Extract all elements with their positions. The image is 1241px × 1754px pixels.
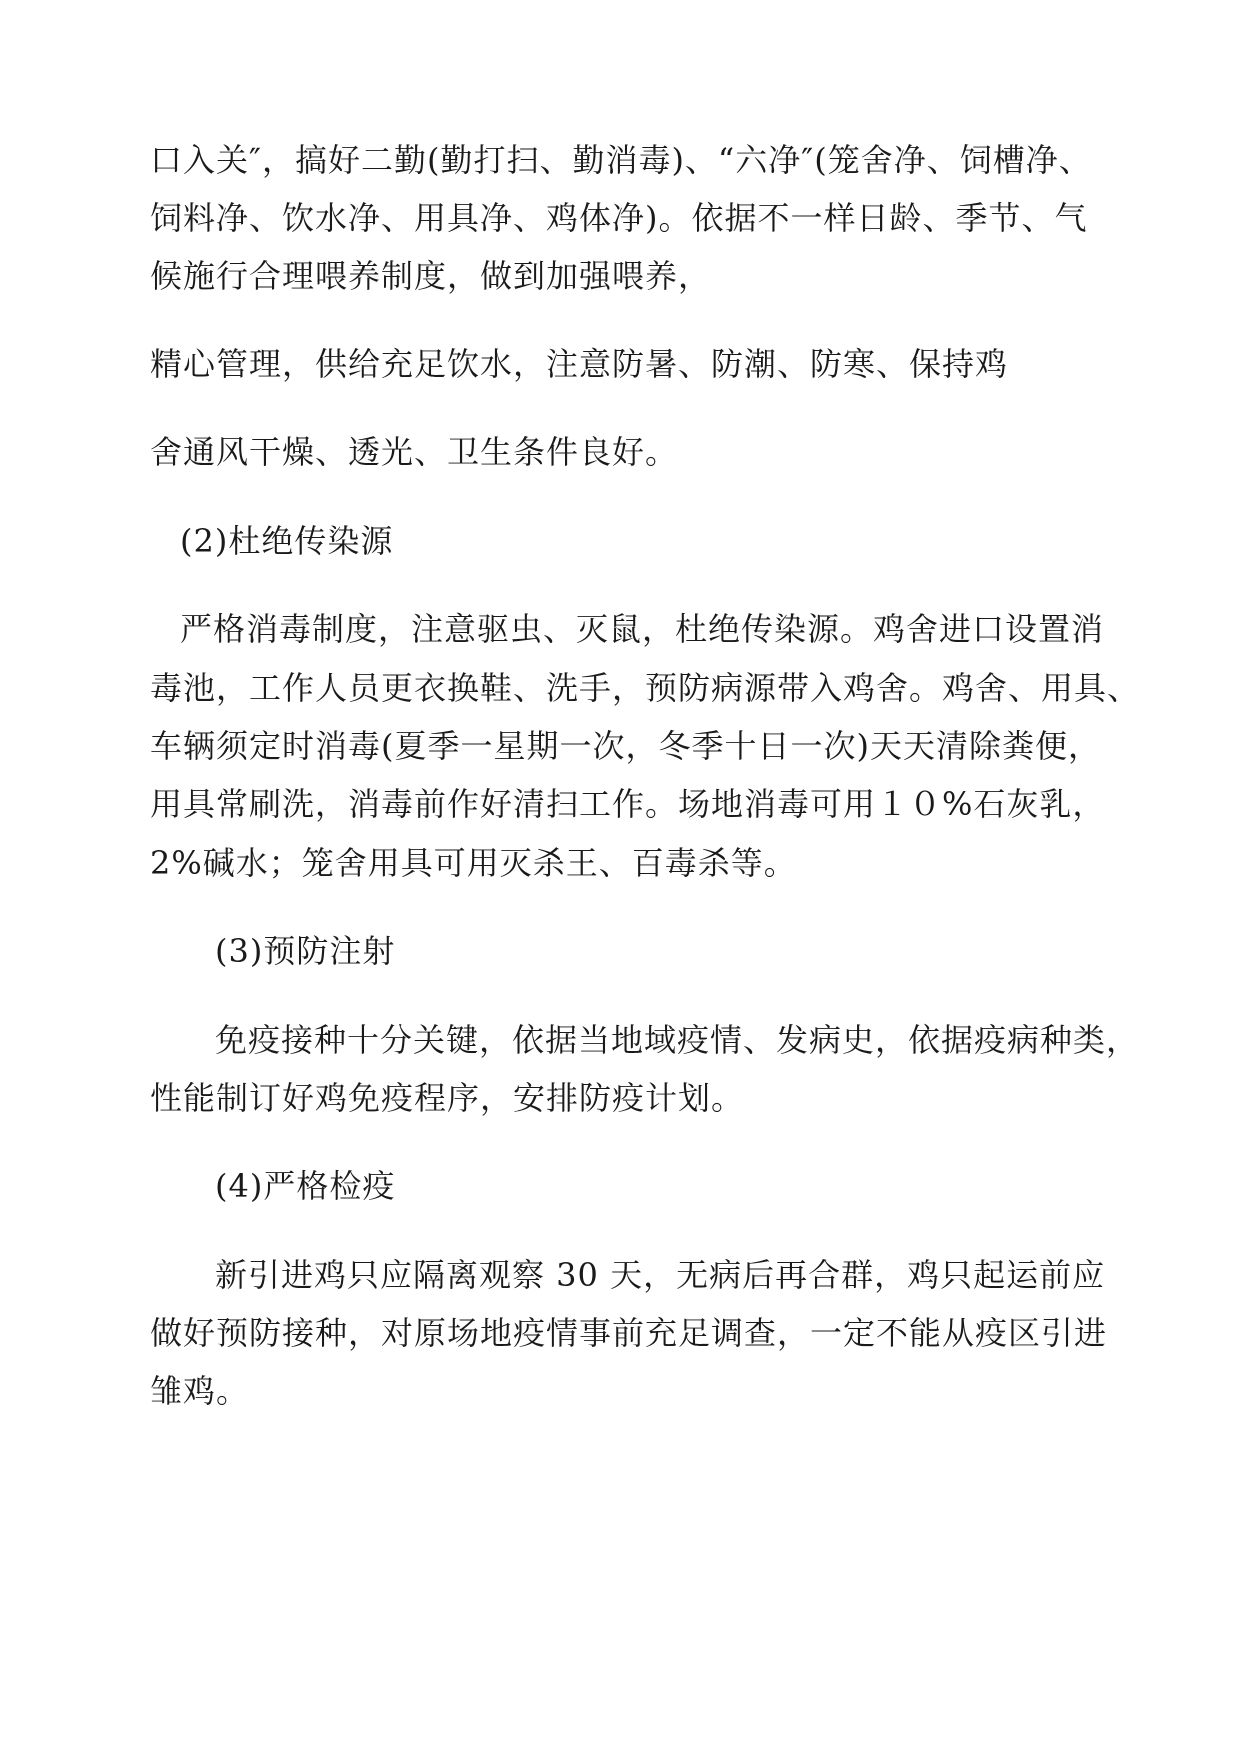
body-text-line: 饲料净、饮水净、用具净、鸡体净)。依据不一样日龄、季节、气 (150, 199, 1088, 237)
body-text-line: 严格消毒制度，注意驱虫、灭鼠，杜绝传染源。鸡舍进口设置消 (180, 610, 1105, 648)
body-text-line: 做好预防接种，对原场地疫情事前充足调查，一定不能从疫区引进 (150, 1314, 1108, 1352)
body-text-line: 用具常刷洗，消毒前作好清扫工作。场地消毒可用１０%石灰乳， (150, 785, 1106, 823)
body-text-line: 车辆须定时消毒(夏季一星期一次，冬季十日一次)天天清除粪便， (150, 727, 1101, 765)
body-text-line: 免疫接种十分关键，依据当地域疫情、发病史，依据疫病种类， (215, 1021, 1140, 1059)
section-heading: (3)预防注射 (215, 932, 396, 970)
body-text-line: 舍通风干燥、透光、卫生条件良好。 (150, 433, 679, 471)
body-text-line: 2%碱水；笼舍用具可用灭杀王、百毒杀等。 (150, 844, 797, 882)
body-text-line: 新引进鸡只应隔离观察 30 天，无病后再合群，鸡只起运前应 (215, 1256, 1106, 1294)
section-heading: (4)严格检疫 (215, 1167, 396, 1205)
body-text-line: 毒池，工作人员更衣换鞋、洗手，预防病源带入鸡舍。鸡舍、用具、 (150, 669, 1141, 707)
body-text-line: 性能制订好鸡免疫程序，安排防疫计划。 (150, 1079, 745, 1117)
section-heading: (2)杜绝传染源 (180, 522, 394, 560)
body-text-line: 候施行合理喂养制度，做到加强喂养， (150, 257, 712, 295)
body-text-line: 精心管理，供给充足饮水，注意防暑、防潮、防寒、保持鸡 (150, 345, 1009, 383)
body-text-line: 雏鸡。 (150, 1372, 250, 1410)
body-text-line: 口入关″，搞好二勤(勤打扫、勤消毒)、“六净″(笼舍净、饲槽净、 (150, 141, 1092, 179)
